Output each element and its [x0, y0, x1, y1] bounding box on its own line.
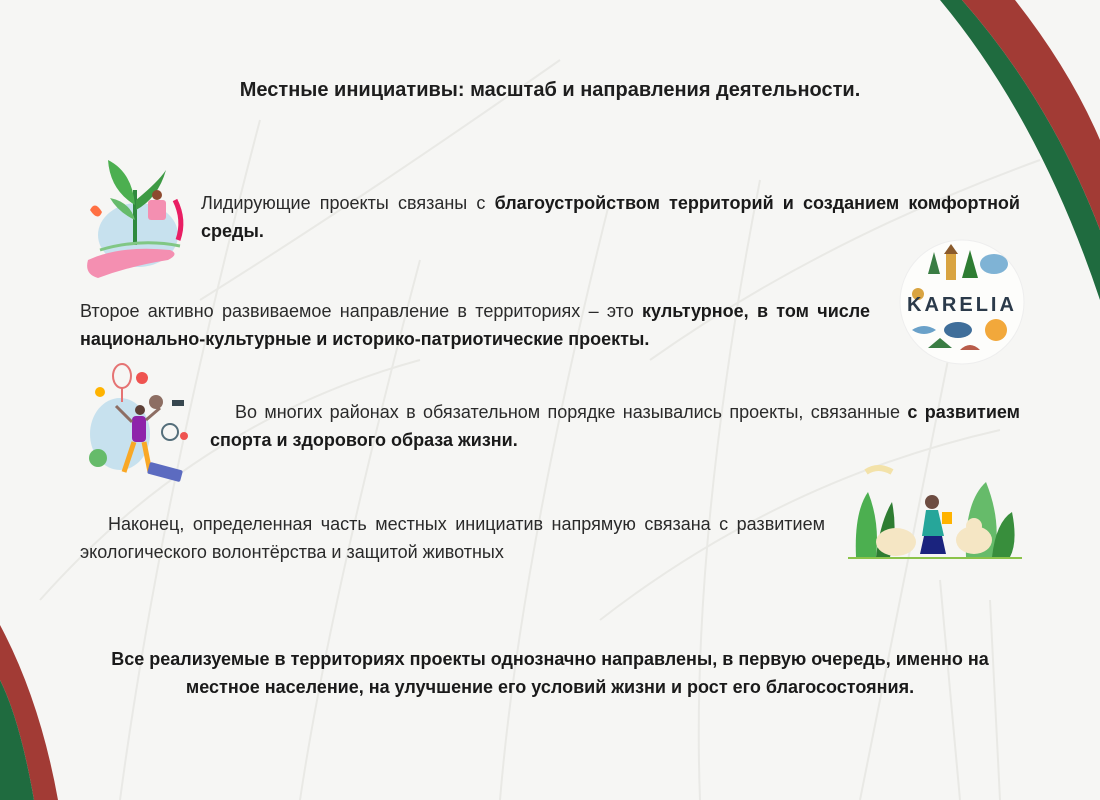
hand-with-plant-illustration: [80, 150, 190, 280]
karelia-logo-text: KARELIA: [907, 294, 1017, 316]
closing-statement: Все реализуемые в территориях проекты однозначно направлены, в первую очередь, именно на местное население, на улучшение его условий жизни и рост его благосостояния.: [111, 649, 989, 697]
paragraph-improvement: Лидирующие проекты связаны с благоустройством территорий и созданием комфортной среды.: [201, 193, 1020, 241]
corner-decoration-bottom-left: [0, 600, 70, 800]
sports-illustration: [80, 362, 190, 492]
paragraph-sport: Во многих районах в обязательном порядке назывались проекты, связанные с развитием спорта и здорового образа жизни.: [210, 402, 1020, 450]
eco-volunteering-illustration: [846, 462, 1024, 562]
paragraph-ecology: Наконец, определенная часть местных инициатив напрямую связана с развитием экологического волонтёрства и защитой животных: [80, 514, 825, 562]
paragraph-culture: Второе активно развиваемое направление в территориях – это культурное, в том числе национально-культурные и историко-патриотические проекты.: [80, 301, 870, 349]
page-title: Местные инициативы: масштаб и направления деятельности.: [239, 79, 861, 101]
karelia-logo: [898, 238, 1026, 366]
